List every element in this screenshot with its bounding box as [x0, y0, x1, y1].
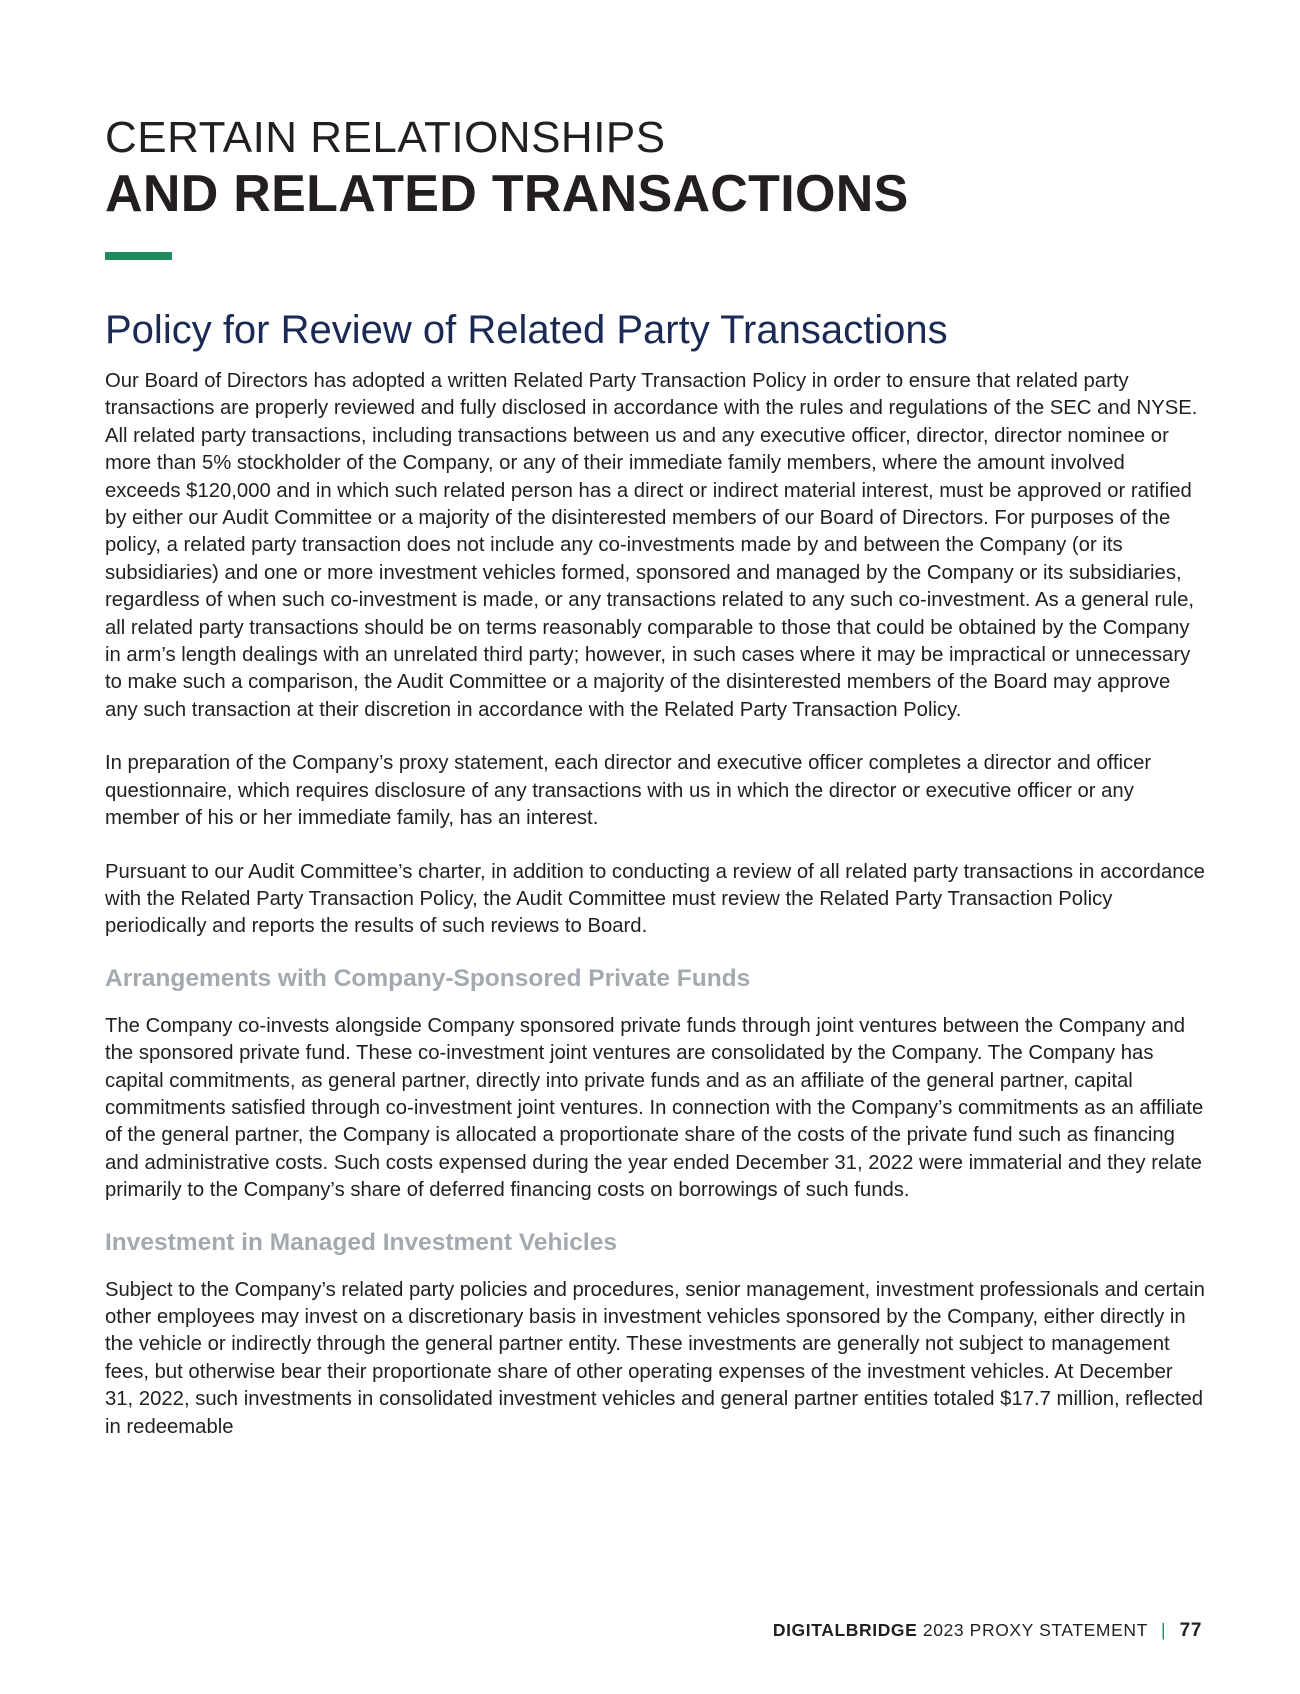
- policy-paragraph-1: Our Board of Directors has adopted a written Related Party Transaction Policy in order to ensure that related party transactions are properly reviewed and fully disclosed in accordance with the rules and regulations of the SEC and NYSE. All related party transactions, including transactions between us and any executive officer, director, director nominee or more than 5% stockholder of the Company, or any of their immediate family members, where the amount involved exceeds $120,000 and in which such related person has a direct or indirect material interest, must be approved or ratified by either our Audit Committee or a majority of the disinterested members of our Board of Directors. For purposes of the policy, a related party transaction does not include any co-investments made by and between the Company (or its subsidiaries) and one or more investment vehicles formed, sponsored and managed by the Company or its subsidiaries, regardless of when such co-investment is made, or any transactions related to any such co-investment. As a general rule, all related party transactions should be on terms reasonably comparable to those that could be obtained by the Company in arm’s length dealings with an unrelated third party; however, in such cases where it may be impractical or unnecessary to make such a comparison, the Audit Committee or a majority of the disinterested members of the Board may approve any such transaction at their discretion in accordance with the Related Party Transaction Policy.: [105, 370, 1198, 721]
- page-footer: [773, 1620, 1202, 1642]
- policy-paragraph-3: Pursuant to our Audit Committee’s charter, in addition to conducting a review of all related party transactions in accordance with the Related Party Transaction Policy, the Audit Committee must review the Related Party Transaction Policy periodically and reports the results of such reviews to Board.: [105, 860, 1205, 938]
- footer-brand: DIGITALBRIDGE: [772, 1620, 918, 1640]
- page-number: 77: [1179, 1620, 1202, 1641]
- page-content: [105, 112, 1205, 1441]
- subheading-managed-vehicles: Investment in Managed Investment Vehicles: [105, 1228, 617, 1256]
- page-title-line1: CERTAIN RELATIONSHIPS: [105, 113, 666, 162]
- footer-doc-title: 2023 PROXY STATEMENT: [922, 1620, 1148, 1640]
- title-accent-bar: [105, 252, 172, 260]
- page-title-line2: AND RELATED TRANSACTIONS: [105, 165, 909, 223]
- policy-paragraph-2: In preparation of the Company’s proxy statement, each director and executive officer completes a director and officer questionnaire, which requires disclosure of any transactions with us in which the director or executive officer or any member of his or her immediate family, has an interest.: [105, 752, 1152, 830]
- section-title: Policy for Review of Related Party Transactions: [105, 308, 948, 352]
- footer-separator: |: [1161, 1620, 1167, 1640]
- managed-vehicles-paragraph: Subject to the Company’s related party policies and procedures, senior management, investment professionals and certain other employees may invest on a discretionary basis in investment vehicles sponsored by the Company, either directly in the vehicle or indirectly through the general partner entity. These investments are generally not subject to management fees, but otherwise bear their proportionate share of other operating expenses of the investment vehicles. At December 31, 2022, such investments in consolidated investment vehicles and general partner entities totaled $17.7 million, reflected in redeemable: [105, 1278, 1205, 1438]
- private-funds-paragraph: The Company co-invests alongside Company sponsored private funds through joint ventures between the Company and the sponsored private fund. These co-investment joint ventures are consolidated by the Company. The Company has capital commitments, as general partner, directly into private funds and as an affiliate of the general partner, capital commitments satisfied through co-investment joint ventures. In connection with the Company’s commitments as an affiliate of the general partner, the Company is allocated a proportionate share of the costs of the private fund such as financing and administrative costs. Such costs expensed during the year ended December 31, 2022 were immaterial and they relate primarily to the Company’s share of deferred financing costs on borrowings of such funds.: [105, 1014, 1204, 1202]
- subheading-private-funds: Arrangements with Company-Sponsored Private Funds: [105, 964, 751, 992]
